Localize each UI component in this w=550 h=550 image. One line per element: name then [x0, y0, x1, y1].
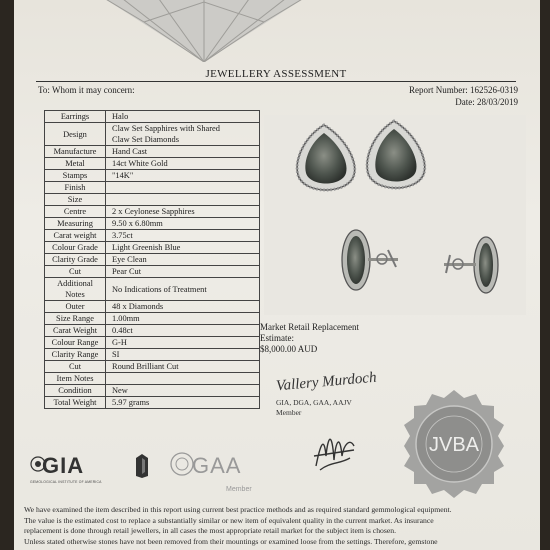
disclaimer-line: replacement is done through retail jewellers, in all cases the most appropriate retail market for the subject item is chosen.: [24, 526, 397, 535]
recipient-line: To: Whom it may concern:: [38, 85, 135, 95]
table-row: [45, 301, 260, 313]
diamond-watermark-icon: [74, 0, 334, 62]
table-row: [45, 170, 260, 182]
signer-details: [276, 398, 352, 418]
assessment-document: [14, 0, 540, 550]
handwritten-signature-icon: [310, 426, 358, 472]
row-value: 14ct White Gold: [106, 158, 260, 170]
row-label: Item Notes: [45, 373, 106, 385]
earrings-photo: [264, 115, 526, 315]
signer-qualifications: GIA, DGA, GAA, AAJV: [276, 398, 352, 407]
market-label-line1: Market Retail Replacement: [260, 322, 359, 332]
row-value: Hand Cast: [106, 146, 260, 158]
disclaimer-line: Unless stated otherwise stones have not been removed from their mountings or examined loose from the settings. Therefore, gemstone: [24, 536, 438, 546]
row-label: Stamps: [45, 170, 106, 182]
table-row: [45, 230, 260, 242]
row-value: SI: [106, 349, 260, 361]
row-value: Halo: [106, 111, 260, 123]
row-value: [106, 194, 260, 206]
table-row: [45, 206, 260, 218]
row-value: Round Brilliant Cut: [106, 361, 260, 373]
row-value: [106, 373, 260, 385]
table-row: [45, 218, 260, 230]
market-value: $8,000.00 AUD: [260, 344, 318, 354]
jvba-seal-icon: [398, 388, 510, 500]
table-row: [45, 373, 260, 385]
table-row: [45, 397, 260, 409]
row-label: Total Weight: [45, 397, 106, 409]
row-value: [106, 123, 260, 146]
row-value-line2: Claw Set Diamonds: [112, 135, 179, 144]
report-date: Date: 28/03/2019: [455, 97, 518, 107]
table-row: [45, 158, 260, 170]
table-row: [45, 146, 260, 158]
row-label: Manufacture: [45, 146, 106, 158]
table-row: [45, 385, 260, 397]
document-title: JEWELLERY ASSESSMENT: [36, 68, 516, 82]
gaa-emblem-icon: [170, 452, 194, 476]
row-label: Carat weight: [45, 230, 106, 242]
row-label: Condition: [45, 385, 106, 397]
row-value: New: [106, 385, 260, 397]
row-value: [106, 182, 260, 194]
market-estimate: [260, 322, 359, 355]
row-label: Colour Range: [45, 337, 106, 349]
table-row: [45, 349, 260, 361]
seal-text: JVBA: [428, 434, 480, 456]
row-value: 1.00mm: [106, 313, 260, 325]
row-label: Size Range: [45, 313, 106, 325]
signature: Vallery Murdoch: [275, 369, 378, 395]
row-label: Carat Weight: [45, 325, 106, 337]
table-row: [45, 123, 260, 146]
row-label-line1: Additional: [57, 279, 93, 288]
table-row: [45, 313, 260, 325]
report-number: Report Number: 162526-0319: [409, 85, 518, 95]
row-label: Metal: [45, 158, 106, 170]
table-row: [45, 266, 260, 278]
row-value: 2 x Ceylonese Sapphires: [106, 206, 260, 218]
disclaimer-text: [24, 505, 534, 547]
row-label: Centre: [45, 206, 106, 218]
assessment-table: [44, 110, 260, 409]
table-row: [45, 278, 260, 301]
row-label-line2: Notes: [65, 290, 85, 299]
table-row: [45, 361, 260, 373]
gia-subtitle: GEMOLOGICAL INSTITUTE OF AMERICA: [30, 480, 102, 484]
row-value: "14K": [106, 170, 260, 182]
row-value: 9.50 x 6.80mm: [106, 218, 260, 230]
row-label: Cut: [45, 361, 106, 373]
row-value: 48 x Diamonds: [106, 301, 260, 313]
row-value: 0.48ct: [106, 325, 260, 337]
table-row: [45, 325, 260, 337]
row-value: 5.97 grams: [106, 397, 260, 409]
row-value: Pear Cut: [106, 266, 260, 278]
gaa-logo: GAA: [192, 453, 242, 478]
row-label: Measuring: [45, 218, 106, 230]
row-label: Finish: [45, 182, 106, 194]
row-label: Outer: [45, 301, 106, 313]
row-label: Earrings: [45, 111, 106, 123]
table-row: [45, 182, 260, 194]
dga-emblem-icon: [136, 454, 148, 478]
row-value: 3.75ct: [106, 230, 260, 242]
row-label: Design: [45, 123, 106, 146]
table-row: [45, 242, 260, 254]
market-label-line2: Estimate:: [260, 333, 294, 343]
table-row: [45, 111, 260, 123]
gaa-member-label: Member: [226, 486, 252, 493]
table-row: [45, 337, 260, 349]
disclaimer-line: The value is the estimated cost to replace a substantially similar or new item of equivalent quality in the current market. As insurance: [24, 515, 434, 525]
row-label: Clarity Range: [45, 349, 106, 361]
row-value-line1: Claw Set Sapphires with Shared: [112, 124, 220, 133]
disclaimer-line: We have examined the item described in this report using current best practice methods and as required standard gemmological equipment.: [24, 505, 452, 514]
row-label: Size: [45, 194, 106, 206]
row-label: Cut: [45, 266, 106, 278]
signer-role: Member: [276, 408, 302, 417]
row-label: [45, 278, 106, 301]
accreditation-logos: [30, 450, 290, 496]
row-label: Colour Grade: [45, 242, 106, 254]
table-row: [45, 254, 260, 266]
table-row: [45, 194, 260, 206]
gia-logo: GIA: [42, 453, 85, 478]
row-value: Eye Clean: [106, 254, 260, 266]
row-label: Clarity Grade: [45, 254, 106, 266]
row-value: Light Greenish Blue: [106, 242, 260, 254]
row-value: No Indications of Treatment: [106, 278, 260, 301]
row-value: G-H: [106, 337, 260, 349]
